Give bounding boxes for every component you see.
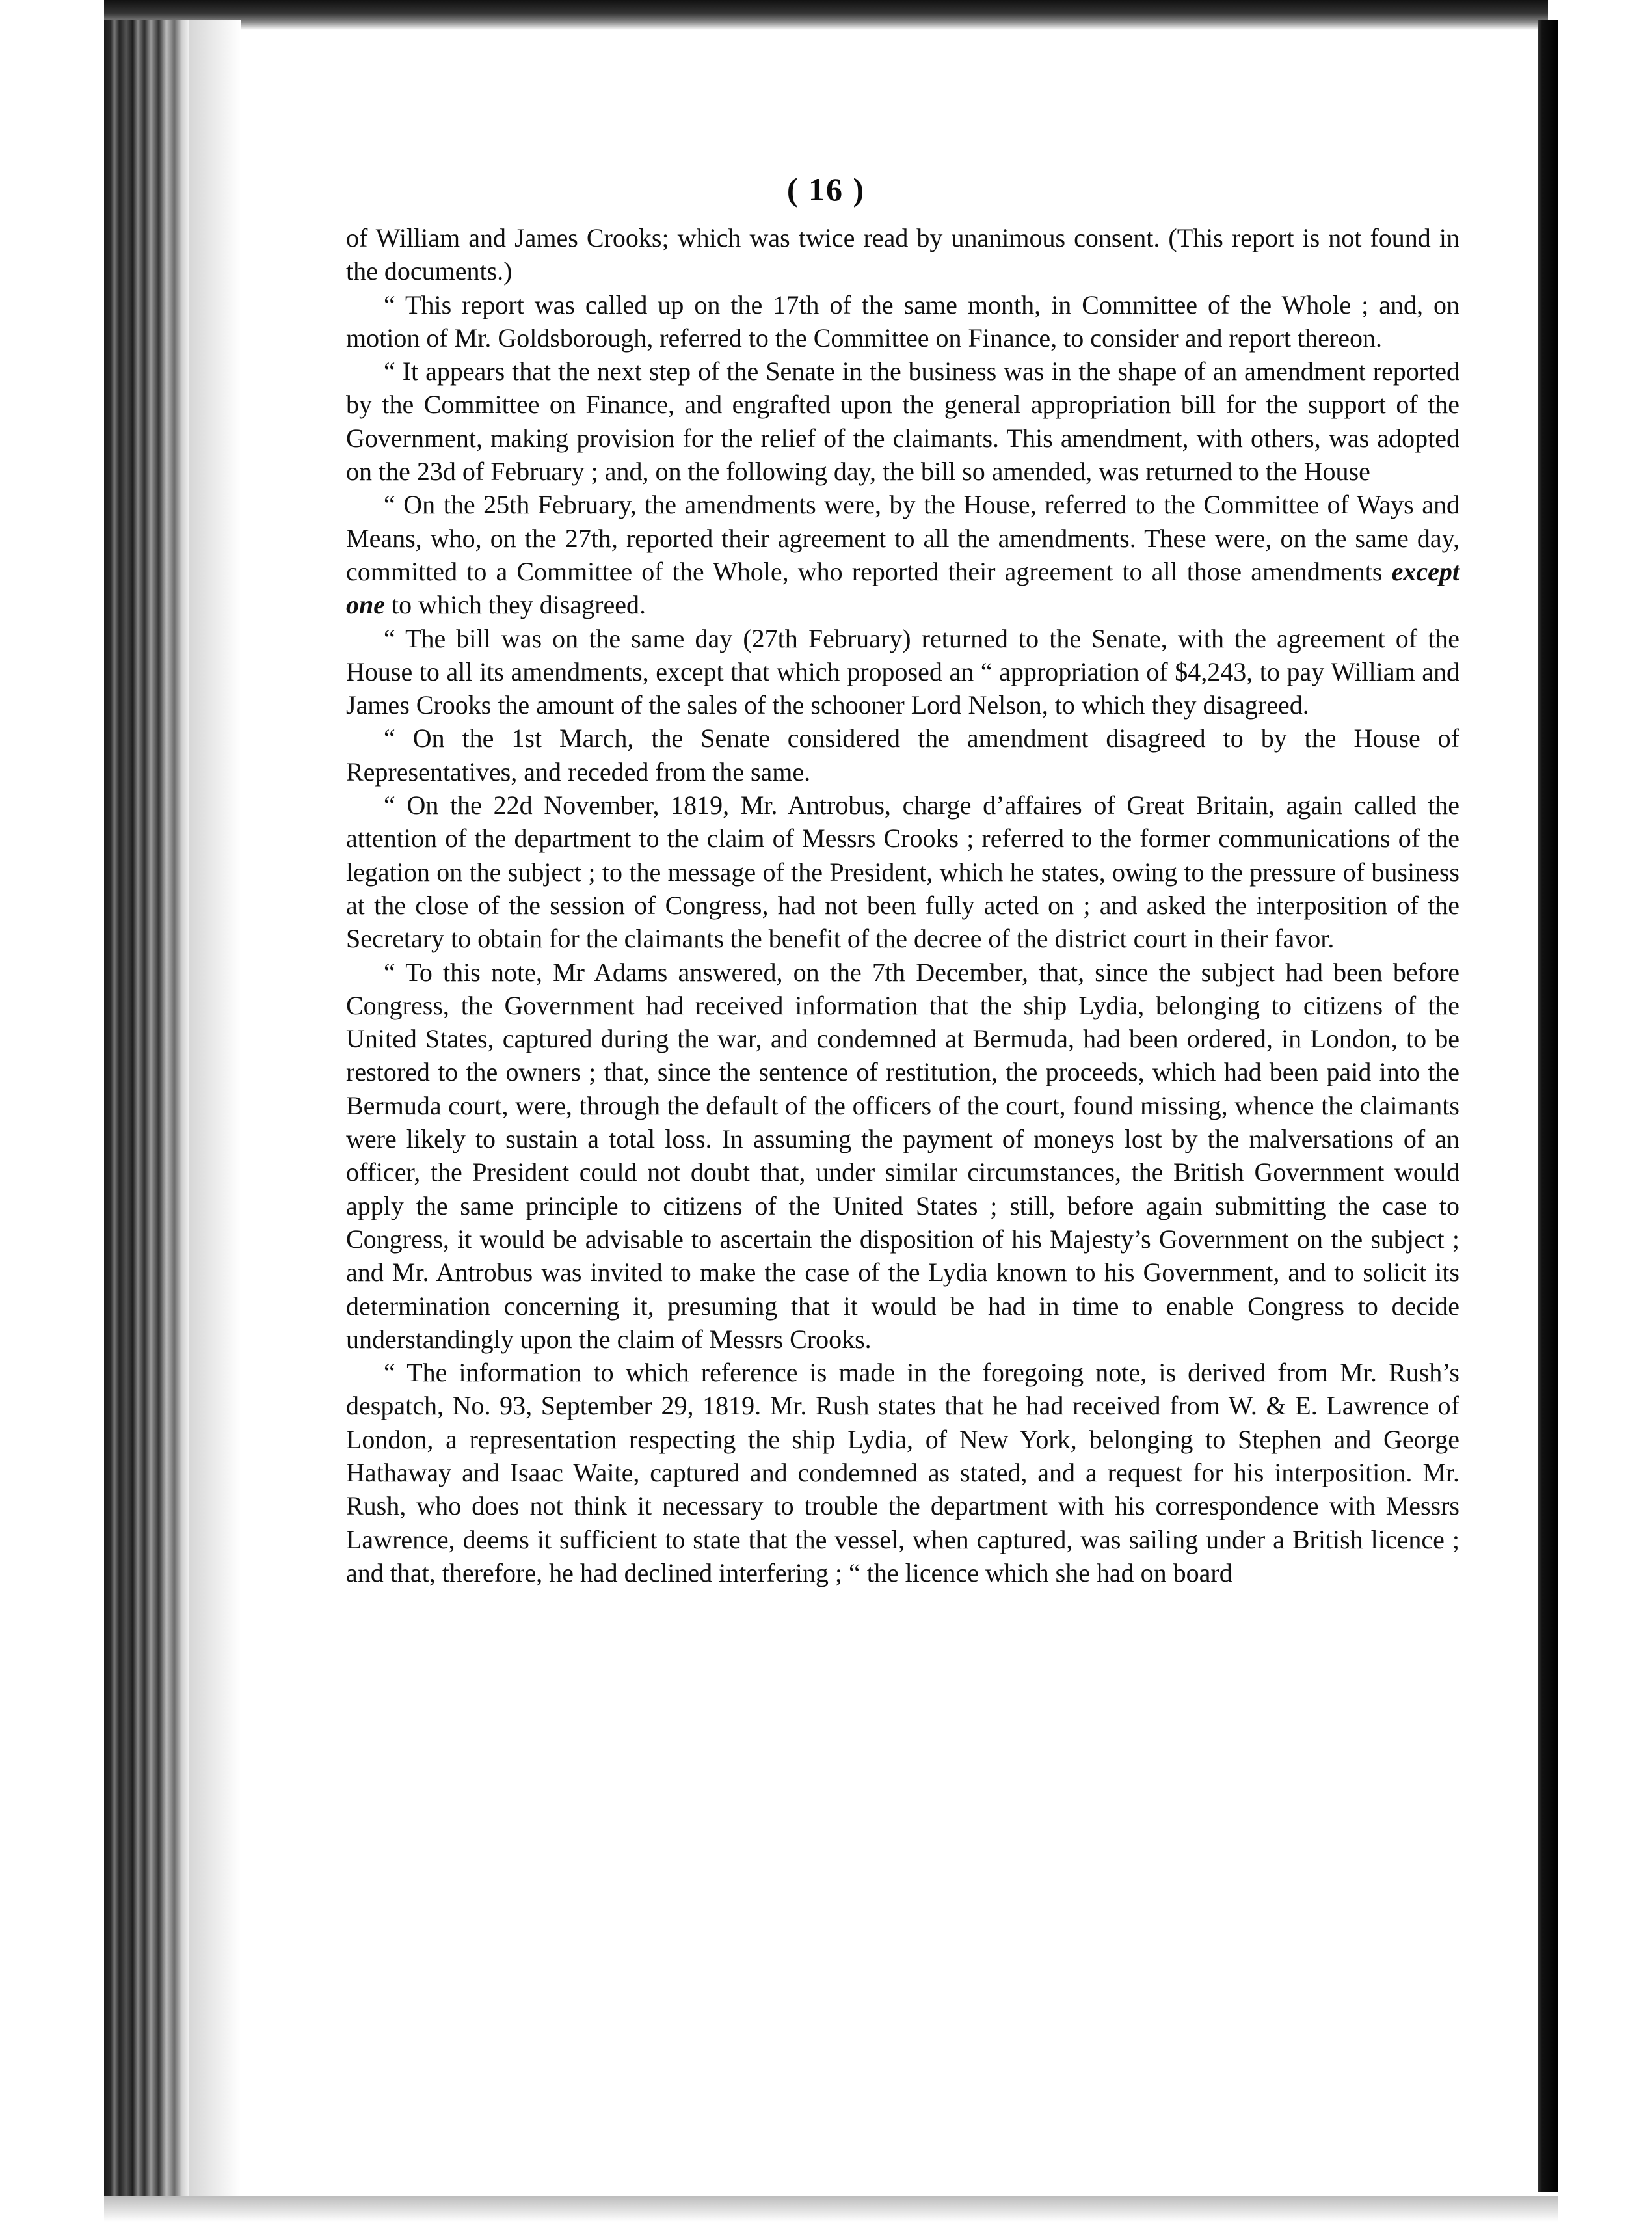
book-gutter [104, 20, 189, 2199]
paragraph [346, 221, 1459, 288]
page-shadow [189, 20, 241, 2199]
paragraph [346, 789, 1459, 955]
paragraph [346, 288, 1459, 355]
paragraph [346, 355, 1459, 488]
paragraph-text: “ It appears that the next step of the Senate in the business was in the shape of an amendment reported by the Committee on Finance, and engrafted upon the general appropriation bill for the support of the Government, making provision for the relief of the claimants. This amendment, with others, was adopted on the 23d of February ; and, on the following day, the bill so amended, was returned to the House [346, 357, 1459, 487]
paragraph-text: “ On the 25th February, the amendments were, by the House, referred to the Committee of Ways and Means, who, on the 27th, reported their agreement to all the amendments. These were, on the same day, committed to a Committee of the Whole, who reported their agreement to all those amendments [346, 490, 1459, 586]
page-number: ( 16 ) [786, 171, 866, 208]
paragraph-text: “ This report was called up on the 17th of the same month, in Committee of the Whole ; and, on motion of Mr. Goldsborough, referred to the Committee on Finance, to consider and report thereon. [346, 290, 1459, 353]
paragraph [346, 488, 1459, 621]
paragraph-text: “ On the 1st March, the Senate considered the amendment disagreed to by the House of Representatives, and receded from the same. [346, 723, 1459, 787]
paragraph-text: “ The information to which reference is made in the foregoing note, is derived from Mr. Rush’s despatch, No. 93, September 29, 1819. Mr. Rush states that he had received from W. & E. Lawrence of London, a representation respecting the ship Lydia, of New York, belonging to Stephen and George Hathaway and Isaac Waite, captured and condemned as stated, and a request for his interposition. Mr. Rush, who does not think it necessary to trouble the department with his correspondence with Messrs Lawrence, deems it sufficient to state that the vessel, when captured, was sailing under a British licence ; and that, therefore, he had declined interfering ; “ the licence which she had on board [346, 1358, 1459, 1587]
scan-top-edge [104, 0, 1548, 30]
paragraph-text: “ To this note, Mr Adams answered, on the 7th December, that, since the subject had been before Congress, the Government had received information that the ship Lydia, belonging to citizens of the United States, captured during the war, and condemned at Bermuda, had been ordered, in London, to be restored to the owners ; that, since the sentence of restitution, the proceeds, which had been paid into the Bermuda court, were, through the default of the officers of the court, found missing, whence the claimants were likely to sustain a total loss. In assuming the payment of moneys lost by the malversations of an officer, the President could not doubt that, under similar circumstances, the British Government would apply the same principle to citizens of the United States ; still, before again submitting the case to Congress, it would be advisable to ascertain the disposition of his Majesty’s Government on the subject ; and Mr. Antrobus was invited to make the case of the Lydia known to his Government, and to solicit its determination concerning it, presuming that it would be had in time to enable Congress to decide understandingly upon the claim of Messrs Crooks. [346, 957, 1459, 1354]
scan-right-edge [1538, 20, 1558, 2192]
scan-bottom-edge [104, 2196, 1558, 2238]
paragraph-text: “ The bill was on the same day (27th February) returned to the Senate, with the agreement of the House to all its amendments, except that which proposed an “ appropriation of $4,243, to pay William and James Crooks the amount of the sales of the schooner Lord Nelson, to which they disagreed. [346, 623, 1459, 720]
paragraph-text: “ On the 22d November, 1819, Mr. Antrobus, charge d’affaires of Great Britain, again called the attention of the department to the claim of Messrs Crooks ; referred to the former communications of the legation on the subject ; to the message of the President, which he states, owing to the pressure of business at the close of the session of Congress, had not been fully acted on ; and asked the interposition of the Secretary to obtain for the claimants the benefit of the decree of the district court in their favor. [346, 790, 1459, 954]
paragraph-text: to which they disagreed. [385, 590, 646, 620]
emphasis-text: except one [346, 556, 1460, 620]
paragraph [346, 721, 1459, 789]
page-body [346, 221, 1459, 1589]
paragraph [346, 956, 1459, 1356]
paragraph-text: of William and James Crooks; which was twice read by unanimous consent. (This report is not found in the documents.) [346, 223, 1459, 286]
paragraph [346, 1356, 1459, 1589]
scan-margin [1558, 20, 1652, 2238]
paragraph [346, 622, 1459, 722]
